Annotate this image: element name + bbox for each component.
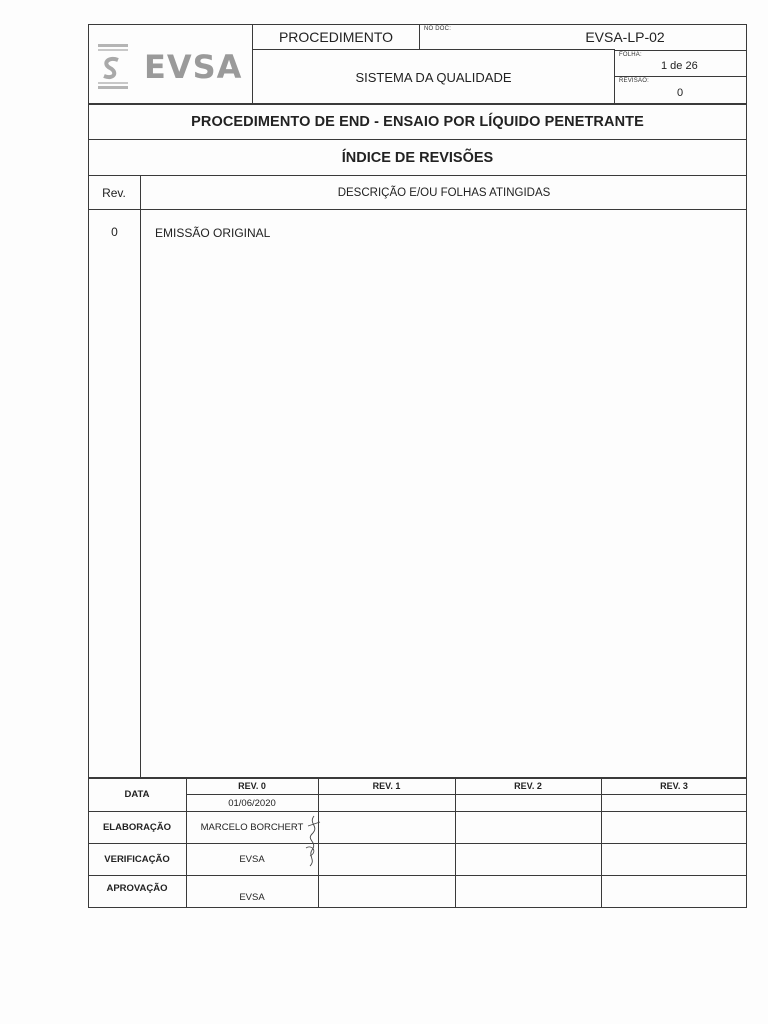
rev-column-header xyxy=(88,176,141,210)
data-rev0-cell xyxy=(186,795,318,811)
document-title: PROCEDIMENTO DE END - ENSAIO POR LÍQUIDO PENETRANTE xyxy=(191,113,644,130)
logo-cell xyxy=(88,24,253,104)
folha-value: 1 de 26 xyxy=(661,60,698,72)
rev-column-label: Rev. xyxy=(102,185,126,200)
elaboracao-label-cell xyxy=(88,811,186,843)
revisao-cell xyxy=(615,77,747,104)
logo-text: EVSA xyxy=(144,48,243,86)
aprovacao-label-cell xyxy=(88,883,186,899)
rev2-header-label: REV. 2 xyxy=(514,781,542,791)
desc-column-label: DESCRIÇÃO E/OU FOLHAS ATINGIDAS xyxy=(337,186,551,199)
sistema-cell xyxy=(253,50,615,104)
revisao-value: 0 xyxy=(677,87,684,99)
doc-no-label: NO DOC: xyxy=(424,26,452,32)
aprovacao-rev0-value: EVSA xyxy=(239,892,265,903)
revision-row-desc xyxy=(155,224,270,244)
verificacao-label: VERIFICAÇÃO xyxy=(104,853,170,865)
subtitle-cell xyxy=(88,140,747,176)
aprovacao-rev0-cell xyxy=(186,892,318,906)
rev2-header xyxy=(455,778,601,794)
verificacao-label-cell xyxy=(88,843,186,875)
revision-description: EMISSÃO ORIGINAL xyxy=(155,226,271,240)
rev0-header xyxy=(186,778,318,794)
verificacao-rev0-value: EVSA xyxy=(239,853,265,865)
elaboracao-label: ELABORAÇÃO xyxy=(102,821,172,833)
title-cell xyxy=(88,104,747,140)
data-label: DATA xyxy=(124,789,150,800)
revision-index-title: ÍNDICE DE REVISÕES xyxy=(341,149,494,166)
handwritten-signature xyxy=(298,812,328,868)
procedimento-cell xyxy=(253,24,420,50)
sistema-label: SISTEMA DA QUALIDADE xyxy=(355,69,512,85)
folha-label: FOLHA: xyxy=(619,52,642,58)
rev3-header xyxy=(601,778,747,794)
logo-emblem xyxy=(96,42,130,90)
elaboracao-rev0-value: MARCELO BORCHERT xyxy=(200,821,304,833)
rev1-header xyxy=(318,778,455,794)
procedimento-label: PROCEDIMENTO xyxy=(278,28,394,45)
rev3-header-label: REV. 3 xyxy=(660,781,688,791)
revisao-label: REVISÃO: xyxy=(619,78,649,84)
data-label-cell xyxy=(88,778,186,811)
rev0-header-label: REV. 0 xyxy=(238,781,266,791)
revision-row-rev xyxy=(88,222,141,242)
rev1-header-label: REV. 1 xyxy=(372,781,401,791)
doc-no-value: EVSA-LP-02 xyxy=(585,29,665,45)
aprovacao-label: APROVAÇÃO xyxy=(106,883,168,894)
data-rev0-value: 01/06/2020 xyxy=(228,797,276,809)
revision-number: 0 xyxy=(111,225,118,239)
folha-cell xyxy=(615,50,747,77)
sig-row-divider-3 xyxy=(88,875,747,876)
rev-column-divider xyxy=(140,210,141,778)
desc-column-header xyxy=(141,176,747,210)
doc-no-value-cell xyxy=(520,24,690,50)
